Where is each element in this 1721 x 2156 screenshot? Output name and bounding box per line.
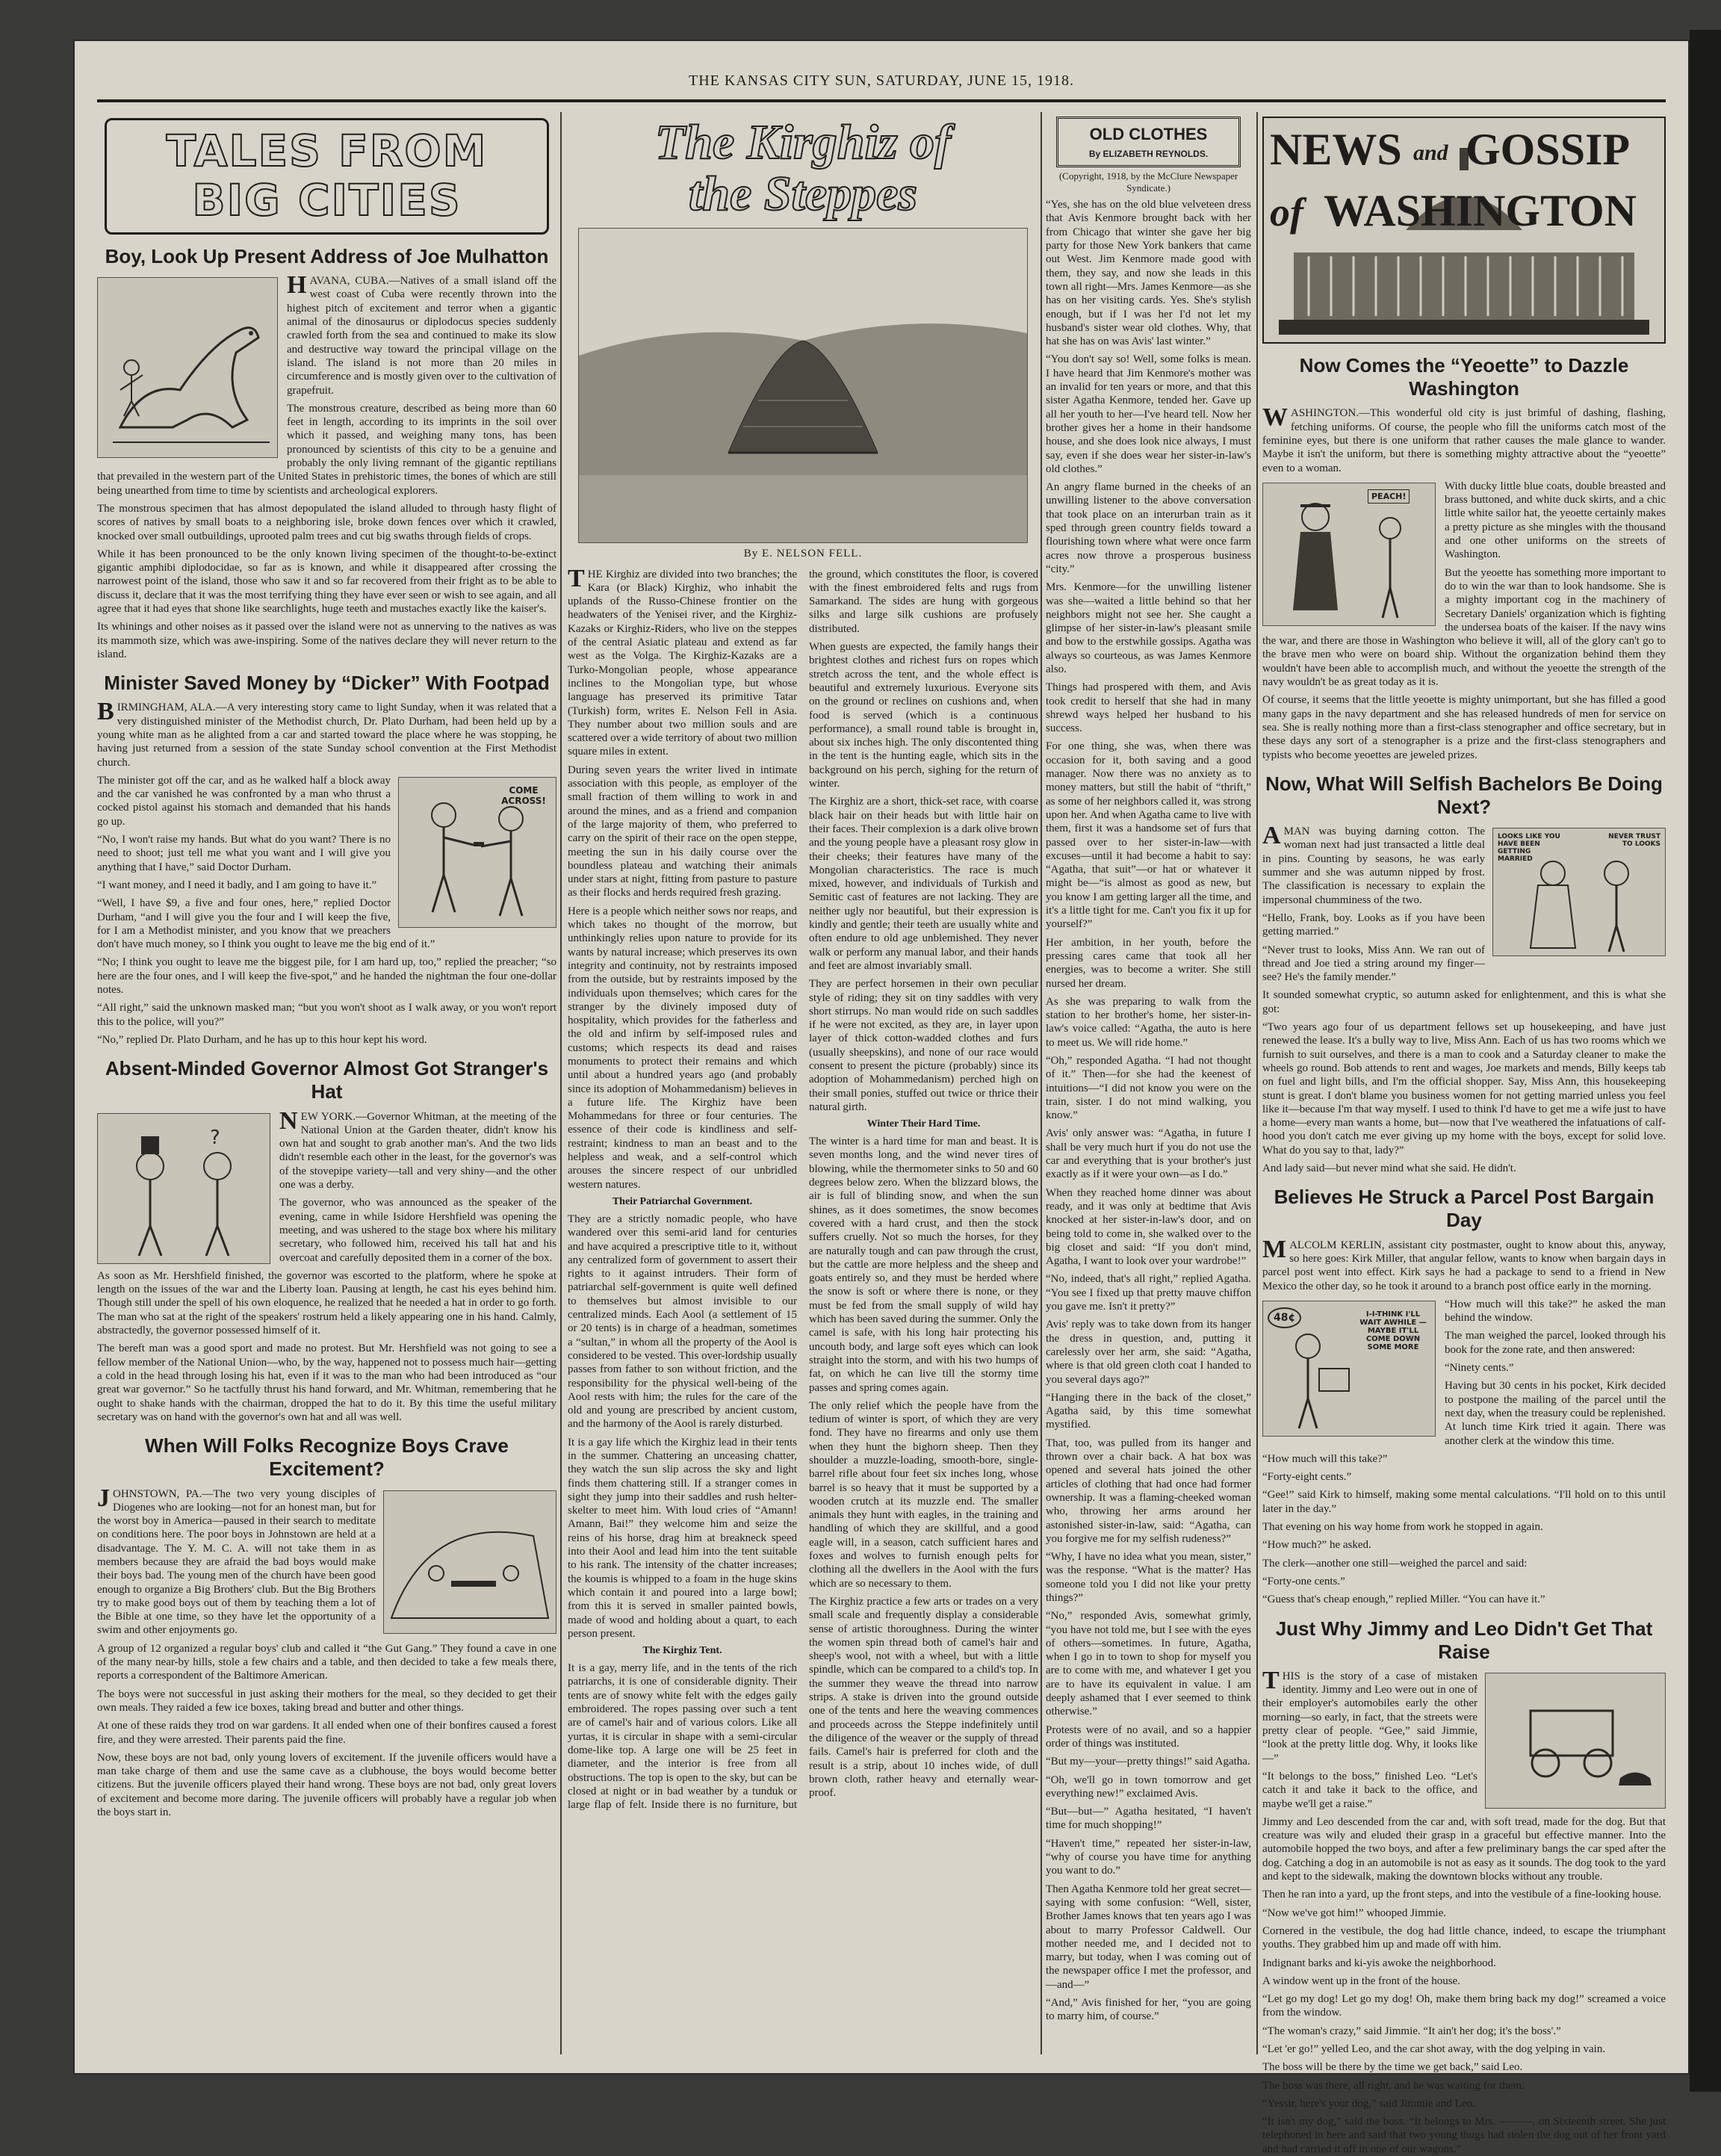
article-paragraph: “I want money, and I need it badly, and I am going to have it.” <box>97 879 377 891</box>
article-paragraph: Mrs. Kenmore—for the unwilling listener was she—waited a little behind so that her neighbors might not see her. She caught a glimpse of her sister-in-law's pleasant smile and bow to the erstwhile gossips. Agatha was always so courteous, as was James Kenmore also. <box>1046 581 1251 675</box>
article-paragraph: The monstrous creature, described as being more than 60 feet in length, according to its imprints in the soil over which it passed, and weighing many tons, has been pronounced by scientists of this city to be a genuine and probably the only living remnant of the gigantic reptilians that prevailed in the western part of the United States in prehistoric times, the bones of which are still being unearthed from time to time by scientists and archeological explorers. <box>97 402 556 497</box>
speech-bubble: I-I-THINK I'LL WAIT AWHILE —MAYBE IT'LL COME DOWN SOME MORE <box>1359 1310 1427 1351</box>
article-paragraph: Here is a people which neither sows nor reaps, and which takes no thought of the morrow, but unthinkingly relies upon nature to provide for its wants by natural increase; which preserves its own integrity and continuity, not by restraints imposed from the outside, but by restraints imposed by the individuals upon themselves; which cares for the stranger by the divinely imposed duty of hospitality, which provides for the fatherless and the old and infirm by self-imposed rules and customs; which respects its dead and raises monuments to protect their remains and which until about a hundred years ago (and probably since its adoption of Mohammedanism) believes in a future life. The Kirghiz have been Mohammedans for three or four centuries. The essence of their code is kindliness and self-restraint; kindness to man an beast and to the helpless and weak, and a self-control which arouses the sincere respect of our unbridled western natures. <box>568 905 797 1191</box>
subhead: The Kirghiz Tent. <box>642 1645 722 1657</box>
price-tag: 48¢ <box>1268 1307 1301 1328</box>
title-news: NEWS <box>1270 125 1402 174</box>
byline: By E. NELSON FELL. <box>743 547 863 560</box>
article-paragraph: At one of these raids they trod on war gardens. It all ended when one of their bonfires caused a forest fire, and they were arrested. Their parents paid the fine. <box>97 1720 556 1746</box>
article-paragraph: Then he ran into a yard, up the front steps, and into the vestibule of a fine-looking house. <box>1262 1889 1662 1901</box>
paragraph-text: ALCOLM KERLIN, assistant city postmaster, ought to know about this, anyway, so here goes: Kirk Miller, that angular fellow, wants to know when bargain days in parcel post went into effect. Kirk says he had a package to send to a friend in New Mexico the other day, so he took it around to a branch post office early in the morning. <box>1262 1239 1666 1292</box>
article-paragraph: Indignant barks and ki-yis awoke the neighborhood. <box>1262 1957 1496 1969</box>
tales-from-big-cities-column <box>97 112 556 2054</box>
article-paragraph: The clerk—another one still—weighed the parcel and said: <box>1262 1557 1528 1570</box>
headline: Minister Saved Money by “Dicker” With Footpad <box>104 672 550 695</box>
headline: Now Comes the “Yeoette” to Dazzle Washington <box>1299 354 1629 400</box>
article-paragraph: The governor, who was announced as the speaker of the evening, came in while Isidore Hershfield was opening the meeting, and was ushered to the stage box where his military secretary, who followed him, received his tall hat and his overcoat and carefully deposited them in a corner of the box. <box>279 1197 556 1264</box>
article-paragraph: While it has been pronounced to be the only known living specimen of the thought-to-be-extinct gigantic amphibi diplodocidae, so far as is known, and while it disappeared after crossing the narrowest point of the island, those who saw it and so far recovered from their fright as to be able to discuss it, declare that it was the most terrifying thing they have ever seen or wish to see again, and all agree that it had eyes that shone like searchlights, huge teeth and mustaches exactly like the kaiser's. <box>97 548 556 616</box>
story-byline: By ELIZABETH REYNOLDS. <box>1088 149 1209 159</box>
article-paragraph: When they reached home dinner was about ready, and it was only at bedtime that Avis knocked at her sister-in-law's door, and on being told to come in, she walked over to the big closet and said: “If you don't mind, Agatha, I want to look over your wardrobe!” <box>1046 1186 1251 1268</box>
yeoette-cartoon <box>1262 483 1436 626</box>
dropcap: W <box>1262 403 1288 432</box>
article-paragraph: “You don't say so! Well, some folks is mean. I have heard that Jim Kenmore's mother was an invalid for ten years or more, and that this sister Agatha Kenmore, tended her. Gave up all her youth to her—I've heard tell. Now her brother gives her a home in their handsome house, and she does look nice always, I must say, even if she does wear her sister-in-law's old clothes.” <box>1046 353 1251 475</box>
article-paragraph: The Kirghiz practice a few arts or trades on a very small scale and frequently display a considerable sense of artistic thoroughness. During the winter the women spin thread both of camel's hair and sheep's wool, not with a wheel, but with a little spindle, which can be compared to a child's top. In the summer they weave the thread into narrow strips. A stake is driven into the ground outside one of the tents and here the weaving commences and proceeds across the Steppe indefinitely until the diligence of the weaver or the supply of thread fails. Camel's hair is preferred for cloth and the result is a strip, about 10 inches wide, of dull brown cloth, rather heavy and eternally wear-proof. <box>809 1595 1038 1800</box>
article-paragraph: “Now we've got him!” whooped Jimmie. <box>1262 1906 1446 1919</box>
article-paragraph <box>97 698 556 769</box>
masthead-rule <box>97 99 1666 102</box>
section-title-box <box>105 118 549 235</box>
article-paragraph: The boys were not successful in just asking their mothers for the meal, so they decided to get their own meals. They raided a few ice boxes, taking bread and butter and other things. <box>97 1688 556 1714</box>
article-paragraph: That, too, was pulled from its hanger and thrown over a chair back. A hat box was opened and several hats joined the other articles of clothing that had once had former ownership. It was a flaming-cheeked woman who, throwing her arms around her astonished sister-in-law, said: “Agatha, can you forgive me for my selfish rudeness?” <box>1046 1437 1251 1545</box>
article-paragraph: As soon as Mr. Hershfield finished, the governor was escorted to the platform, where he spoke at length on the issues of the war and the Liberty loan. Pausing at length, he cast his eyes behind him. Though still under the spell of his own eloquence, he realized that he needed a hat in order to go forth. The man who sat at the right of the speakers' rostrum held a likely appearing one in his hand. Calmly, abstractedly, the governor possessed himself of it. <box>97 1269 556 1337</box>
article-paragraph: But the yeoette has something more important to do to win the war than to look handsome. She is a mighty important cog in the machinery of Secretary Daniels' organization which is fighting the undersea boats of the kaiser. If the navy wins the war, and there are those in Washington who believe it will, all of the glory can't go to the brave men who were on board ship. Without the organization behind them they wouldn't have been able to accomplish much, and without the yeoette the strength of the navy wouldn't be as great today as it is. <box>1262 566 1666 689</box>
title-and: and <box>1413 140 1448 165</box>
article-paragraph: Of course, it seems that the little yeoette is mighty unimportant, but she has filled a good many gaps in the navy department and she has released hundreds of men for service on sea. She is really nothing more than a first-class stenographer and office secretary, but in these days any sort of a stenographer is a prize and the first-class stenographers and typists who become yeoettes are jeweled prizes. <box>1262 694 1666 761</box>
article-paragraph: “No; I think you ought to leave me the biggest pile, for I am hard up, too,” replied the preacher; “so here are the four ones, and I will keep the five-spot,” and he handed the nightman the four one-dollar notes. <box>97 956 556 997</box>
article-paragraph: “It isn't my dog,” said the boss. “It belongs to Mrs. ———, on Sixteenth street. She just telephoned in here and said that two young thugs had stolen the dog out of her front yard and had carried it off in one of our wagons.” <box>1262 2116 1666 2155</box>
article-paragraph: “How much?” he asked. <box>1262 1539 1371 1552</box>
section-title-line1: TALES FROM <box>166 126 488 176</box>
car-dog-cartoon <box>1485 1673 1666 1809</box>
article-paragraph: It is a gay life which the Kirghiz lead in their tents in the summer. Chattering an unceasing chatter, they watch the sun slip across the sky and light finds them chattering still. If a stranger comes in sight they jump into their saddles and rush helter-skelter to meet him. With loud cries of “Amann! Amann, Bai!” they welcome him and seize the reins of his horse, drag him at breakneck speed into their Aool and lead him into the tent suitable to his rank. The intensity of the chatter increases; the koumis is whipped to a foam in the huge skins which contain it and poured into a large bowl; from this it is served in smaller painted bowls, made of wood and holding about a quart, to each person present. <box>568 1436 797 1640</box>
article-paragraph: “How much will this take?” he asked the man behind the window. <box>1445 1298 1666 1325</box>
article-paragraph: It is a gay, merry life, and in the tents of the rich patriarchs, it is one of considerable dignity. Their tents are of snowy white felt with the edges gaily embroidered. The ropes passing over such a tent are of camel's hair and of various colors. Like all yurtas, it is circular in shape with a semi-circular dome-like top. A large one will be 25 feet in diameter, and the interior is free from all obstructions. The top is open to the sky, but can be closed at night or in bad weather by a tunduk or large flap of felt. Inside there is no furniture, but the ground, which constitutes the floor, is covered with the finest embroidered felts and rugs from Samarkand. The sides are hung with gorgeous silks and large silk cushions are profusely distributed. <box>568 568 1038 1812</box>
article-paragraph: “Two years ago four of us department fellows set up housekeeping, and have just renewed the lease. It's a bully way to live, Miss Ann. Each of us has two rooms which we furnish to suit ourselves, and there is a man to cook and a Saturday cleaner to make the wheels go round. Bob attends to rent and wages, Joe markets and mends, Billy keeps tab on fuel and light bills, and I'm the official shopper. Say, Miss Ann, this housekeeping stunt is great. I don't blame you business women for not getting married unless you feel like it—because I'm that way myself. I used to think I'd have to get me a wife just to have a home—every man wants a home, but—now that I've weathered the infatuations of calf-hood you don't catch me ever giving up my home with the boys, except for solid love. What do you say to that, lady?” <box>1262 1021 1666 1156</box>
washington-title-block <box>1262 117 1666 344</box>
story-title: OLD CLOTHES <box>1089 125 1208 143</box>
page-edge <box>1690 30 1721 2092</box>
article-paragraph: “Haven't time,” repeated her sister-in-law, “why of course you have time for anything you want to do.” <box>1046 1837 1251 1877</box>
story-title-box <box>1056 117 1241 167</box>
article-paragraph: The winter is a hard time for man and beast. It is seven months long, and the wind never tires of blowing, while the thermometer sinks to 50 and 60 degrees below zero. When the blizzard blows, the air is full of blinding snow, and when the sun shines, as it does sometimes, the snow becomes covered with a hard crust, and then the stock suffers cruelly. Not so much the horses, for they are naturally tough and can paw through the crust, but the cattle are more helpless and the sheep and goats entirely so, and they must be herded where the snow is soft or where there is none, or they must be fed from the small supply of wild hay which has been saved during the summer. Only the camel is safe, with his long hair protecting his uncouth body, and large soft eyes which can look straight into the storm, and with his two humps of fat, on which he can live till the stormy time passes and spring comes again. <box>809 1136 1038 1394</box>
headline: Just Why Jimmy and Leo Didn't Get That Raise <box>1275 1617 1653 1663</box>
title-washington: WASHINGTON <box>1324 186 1637 235</box>
kirghiz-article-column <box>568 112 1038 2054</box>
kirghiz-title-line1: The Kirghiz of <box>654 115 952 170</box>
subhead: Their Patriarchal Government. <box>612 1195 753 1207</box>
article-paragraph: That evening on his way home from work he stopped in again. <box>1262 1521 1543 1534</box>
article-paragraph: They are perfect horsemen in their own peculiar style of riding; they sit on tiny saddles with very short stirrups. No man would ride on such saddles if he were not excited, as they are, in layer upon layer of thick cotton-wadded clothes and furs (usually sheepskins), and none of our race would consent to present the picture (probably) since its adoption of Mohammedanism) perched high on their small ponies, stuffed out twice or thrice their natural girth. <box>809 978 1038 1113</box>
bachelor-cartoon <box>1492 828 1666 956</box>
article-paragraph: Jimmy and Leo descended from the car and, with soft tread, made for the dog. But that creature was wily and eluded their grasp in a graceful but effective manner. Into the automobile hopped the two boys, and after a few preliminary bangs the car sped after the dog. Catching a dog in an automobile is not as easy as it sounds. The dog took to the yard and kept to the sidewalk, making the downtown blocks without any trouble. <box>1262 1815 1666 1883</box>
dropcap: T <box>1262 1666 1280 1694</box>
column-rule <box>560 112 562 2054</box>
sign-text: LOOKS LIKE YOU HAVE BEEN GETTING MARRIED <box>1498 833 1560 864</box>
article-paragraph: “No, indeed, that's all right,” replied Agatha. “You see I fixed up that pretty mauve chiffon you gave me. Isn't it pretty?” <box>1046 1273 1251 1313</box>
article-paragraph: Having but 30 cents in his pocket, Kirk decided to postpone the mailing of the parcel until the next day, when the treasury could be replenished. At lunch time Kirk tried it again. There was another clerk at the window this time. <box>1445 1380 1666 1447</box>
boys-drawing <box>384 1491 556 1633</box>
dropcap: J <box>97 1484 110 1512</box>
article-paragraph: “Let go my dog! Let go my dog! Oh, make them bring back my dog!” screamed a voice from the window. <box>1262 1993 1666 2019</box>
article-paragraph: “Well, I have $9, a five and four ones, here,” replied Doctor Durham, “and I will give you the four and I will keep the five, for I am a Methodist minister, and you know that we preachers don't have much money, so I think you ought to leave me the big end of it.” <box>97 897 435 951</box>
paragraph-text: ASHINGTON.—This wonderful old city is just brimful of dashing, flashing, fetching uniforms. Of course, the people who fill the uniforms catch most of the feminine eyes, but there is one uniform that rather causes the male glance to wander. Maybe it isn't the uniform, but there is something mighty attractive about the “yeoette” even to a woman. <box>1262 407 1666 474</box>
article-paragraph: “How much will this take?” <box>1262 1452 1388 1465</box>
dropcap: N <box>279 1106 298 1135</box>
article-paragraph: Avis' only answer was: “Agatha, in future I shall be very much hurt if you do not use the car and everything that is your brother's just exactly as if it were your own—as I do.” <box>1046 1127 1251 1181</box>
article-paragraph: Her ambition, in her youth, before the pressing cares came that took all her energies, was to become a writer. She still nursed her dream. <box>1046 936 1251 990</box>
article-paragraph: A group of 12 organized a regular boys' club and called it “the Gut Gang.” They found a cave in one of the many near-by hills, stole a few chairs and a table, and then decided to take a few meals there, reports a correspondent of the Baltimore American. <box>97 1642 556 1682</box>
old-clothes-story-column <box>1046 112 1251 2054</box>
article-paragraph: “No,” responded Avis, somewhat grimly, “you have not told me, but I see with the eyes of others—sometimes. In future, Agatha, when I go in to town to shop for myself you are to come with me, and whatever I get you are to have its equivalent in value. I am deeply ashamed that I ever seemed to think otherwise.” <box>1046 1610 1251 1718</box>
article-paragraph: With ducky little blue coats, double breasted and brass buttoned, and white duck skirts, and a chic little white sailor hat, the yeoette certainly makes a pretty picture as she mingles with the thousand and one other uniforms on the streets of Washington. <box>1445 480 1666 561</box>
article-paragraph: “Forty-eight cents.” <box>1262 1471 1352 1484</box>
article-paragraph: Its whinings and other noises as it passed over the island were not as unnerving to the natives as was its mammoth size, which was awe-inspiring. Some of the natives declare they will never return to the island. <box>97 621 556 660</box>
article-paragraph: “The woman's crazy,” said Jimmie. “It ain't her dog; it's the boss'.” <box>1262 2025 1561 2037</box>
article-paragraph: The boss was there, all right, and he was waiting for them. <box>1262 2079 1525 2092</box>
article-paragraph: “Hanging there in the back of the closet,” Agatha said, by this time somewhat mystified. <box>1046 1391 1251 1431</box>
article-paragraph: “Gee!” said Kirk to himself, making some mental calculations. “I'll hold on to this until later in the day.” <box>1262 1489 1666 1515</box>
article-paragraph: “Let 'er go!” yelled Leo, and the car shot away, with the dog yelping in vain. <box>1262 2043 1606 2055</box>
article-paragraph <box>568 564 797 759</box>
sign-text: NEVER TRUST TO LOOKS <box>1608 833 1660 849</box>
speech-bubble: COME ACROSS! <box>501 784 546 806</box>
article-paragraph: “Ninety cents.” <box>1445 1362 1514 1375</box>
article-paragraph: For one thing, she was, when there was occasion for it, both saving and a good manager. Now there was no anxiety as to money matters, but still the habit of “thrift,” as some of her neighbors called it, was strong upon her. And when Agatha came to live with them, first it was a handsome set of furs that passed over to her sister-in-law—with excuses—until it had become a habit to say: “Agatha, that suit”—or hat or whatever it might be—“is almost as good as new, but you know I am getting larger all the time, and it's a little tight for me. Can't you fix it up for yourself?” <box>1046 740 1251 931</box>
kirghiz-title <box>568 117 1038 220</box>
washington-news-column <box>1262 112 1666 2155</box>
article-paragraph: “And,” Avis finished for her, “you are going to marry him, of course.” <box>1046 1997 1251 2023</box>
peach-badge: PEACH! <box>1368 489 1410 504</box>
column-rule <box>1256 112 1258 2054</box>
kirghiz-title-line2: the Steppes <box>688 167 918 222</box>
article-paragraph: Then Agatha Kenmore told her great secret—saying with some confusion: “Well, sister, Brother James knows that ten years ago I was about to marry Professor Caldwell. Our mother needed me, and I decided not to marry, but today, when I was coming out of the newspaper office I met the professor, and—and—” <box>1046 1883 1251 1991</box>
yurt-photograph <box>578 228 1028 543</box>
article-paragraph: “Hello, Frank, boy. Looks as if you have been getting married.” <box>1262 911 1485 938</box>
article-paragraph: “But—but—” Agatha hesitated, “I haven't time for much shopping!” <box>1046 1806 1251 1832</box>
yeoette-drawing <box>1263 483 1435 625</box>
article-paragraph: And lady said—but never mind what she said. He didn't. <box>1262 1162 1516 1174</box>
parcel-post-cartoon <box>1262 1301 1436 1437</box>
article-paragraph: The only relief which the people have from the tedium of winter is sport, of which they are very fond. They have no firearms and only use them when they hunt the bighorn sheep. Then they shoulder a muzzle-loading, smooth-bore, single-barrel rifle about four feet six inches long, whose barrel is so heavy that it must be supported by a wooden crutch at its muzzle end. The smaller animals they hunt with eagles, in the training and handling of which they are skillful, and a good eagle will, in a season, catch sufficient hares and foxes and wolves to furnish enough pelts for clothing all the dwellers in the Aool with the furs which are so necessary to them. <box>809 1399 1038 1590</box>
paragraph-text: EW YORK.—Governor Whitman, at the meeting of the National Union at the Garden theater, didn't know his own hat and sought to grab another man's. And the two lids didn't resemble each other in the least, for the governor's was of the stovepipe variety—tall and very shiny—and the other one was a derby. <box>279 1110 556 1192</box>
article-paragraph: Avis' reply was to take down from its hanger the dress in question, and, putting it carelessly over her arm, she said: “Agatha, where is that old green cloth coat I handed to you several days ago?” <box>1046 1319 1251 1386</box>
copyright-notice: (Copyright, 1918, by the McClure Newspaper Syndicate.) <box>1058 170 1238 193</box>
article-paragraph: “Forty-one cents.” <box>1262 1575 1345 1587</box>
kirghiz-body <box>568 564 1038 1812</box>
article-paragraph: The man weighed the parcel, looked through his book for the zone rate, and then answered: <box>1445 1330 1666 1356</box>
holdup-cartoon <box>398 777 556 928</box>
paragraph-text: HIS is the story of a case of mistaken identity. Jimmy and Leo were out in one of their employer's automobiles early the other morning—so early, in fact, that the streets were pretty clear of people. “Gee,” said Jimmie, “look at the pretty little dog. Why, it looks like—” <box>1262 1670 1477 1765</box>
article-paragraph: “Why, I have no idea what you mean, sister,” was the response. “What is the matter? Has someone told you I did not like your pretty things?” <box>1046 1551 1251 1604</box>
dropcap: B <box>97 698 114 726</box>
dropcap: H <box>287 271 307 300</box>
paragraph-text: IRMINGHAM, ALA.—A very interesting story came to light Sunday, when it was related that a very distinguished minister of the Methodist church, Dr. Plato Durham, had been held up by a young white man as he alighted from a car and started toward the place where he was stopping, he having just returned from a session of the state Sunday school convention at the First Methodist church. <box>97 701 556 769</box>
title-gossip: GOSSIP <box>1466 125 1631 174</box>
headline: Boy, Look Up Present Address of Joe Mulhatton <box>105 245 549 267</box>
subhead: Winter Their Hard Time. <box>866 1118 981 1130</box>
article-paragraph: When guests are expected, the family hangs their brightest clothes and richest furs on ropes which stretch across the tent, and the whole effect is beautiful and extremely luxurious. Everyone sits on the ground or reclines on cushions and, when food is served (which is a continuous performance), a small round table is brought in, about six inches high. The only discontented thing in the tent is the hunting eagle, which sits in the background on his perch, sighing for the return of winter. <box>809 641 1038 790</box>
article-paragraph: “Yes, she has on the old blue velveteen dress that Avis Kenmore brought back with her from Chicago that winter she gave her big party for those New York bankers that came out West. Jim Kenmore made good with them, they say, and now she leads in this town all right—Mrs. James Kenmore—as she has on her visiting cards. Yes. She's stylish enough, but if I was her I'd not let my husband's sister wear old clothes. Why, that hat she has on was Avis' last winter.” <box>1046 199 1251 348</box>
article-paragraph: They are a strictly nomadic people, who have wandered over this semi-arid land for centuries and have acquired a prescriptive title to it, without any centralized form of government to assert their rights to it against intruders. Their form of patriarchal self-government is quite well defined to themselves but almost invisible to our centralized minds. Each Aool (a settlement of 15 or 20 tents) is in charge of a headman, sometimes a “sultan,” in whom all the property of the Aool is considered to be vested. This over-lordship usually passes from father to son without friction, and the responsibility for the physical well-being of the Aool rests with him; the rules for the care of the old and young are prescribed by ancient custom, and the harmony of the Aool is rarely disturbed. <box>568 1212 797 1431</box>
dinosaur-drawing <box>98 278 277 457</box>
title-of: of <box>1270 190 1303 235</box>
article-paragraph: The monstrous specimen that has almost depopulated the island alluded to through hasty flight of scores of natives by small boats to a neighboring isle, broke down fences over which it crawled, knocked over small outbuildings, uprooted palm trees and cut big swaths through fields of crops. <box>97 502 556 542</box>
headline: Believes He Struck a Parcel Post Bargain Day <box>1274 1186 1655 1232</box>
article-paragraph <box>1262 403 1666 474</box>
paragraph-text: OHNSTOWN, PA.—The two very young disciples of Diogenes who are looking—not for an honest man, but for the worst boy in America—paused in their search to meditate on conditions here. The poor boys in Johnstown are held at a disadvantage. The Y. M. C. A. will not take them in as members because they are afraid the bad boys would make their boys bad. The young men of the church have been good enough to organize a Big Brothers' club. But the Big Brothers try to make good boys out of them by teaching them a lot of the Bible at one time, so they have let the opportunity of a swim and other enjoyments go. <box>97 1487 376 1637</box>
article-paragraph: “Oh, we'll go in town tomorrow and get everything new!” exclaimed Avis. <box>1046 1774 1251 1800</box>
article-paragraph: “Never trust to looks, Miss Ann. We ran out of thread and Joe tied a string around my finger—see? He's the family mender.” <box>1262 944 1485 984</box>
boys-cave-cartoon <box>383 1490 556 1634</box>
article-paragraph: Protests were of no avail, and so a happier order of things was instituted. <box>1046 1723 1251 1750</box>
svg-text:?: ? <box>210 1126 220 1149</box>
article-paragraph: “All right,” said the unknown masked man; “but you won't shoot as I walk away, or you won't report this to the police, will you?” <box>97 1002 556 1028</box>
article-paragraph: “No,” replied Dr. Plato Durham, and he has up to this hour kept his word. <box>97 1033 427 1046</box>
dropcap: M <box>1262 1235 1287 1263</box>
governor-drawing <box>98 1114 270 1263</box>
article-paragraph: “Oh,” responded Agatha. “I had not thought of it.” Then—for she had the keenest of intuitions—“I did not know you were on the train, sister. I do not mind walking, you know.” <box>1046 1055 1251 1122</box>
car-dog-drawing <box>1486 1673 1665 1808</box>
article-paragraph: Cornered in the vestibule, the dog had little chance, indeed, to escape the triumphant youths. They grabbed him up and made off with him. <box>1262 1924 1666 1951</box>
article-paragraph: As she was preparing to walk from the station to her brother's home, her sister-in-law's voice called: “Agatha, the auto is here to meet us. We will ride home.” <box>1046 995 1251 1049</box>
article-paragraph: Now, these boys are not bad, only young lovers of excitement. If the juvenile officers would have a man take charge of them and use the same cave as a clubhouse, the boys would become better citizens. But the juvenile officers played their hand wrong. These boys are not bad, only great lovers of excitement and become more daring. The juvenile officers will probably have a regular job when the boys start in. <box>97 1751 556 1819</box>
article-paragraph: “Guess that's cheap enough,” replied Miller. “You can have it.” <box>1262 1593 1545 1606</box>
article-paragraph: “It belongs to the boss,” finished Leo. “Let's catch it and take it back to the office, and maybe we'll get a raise.” <box>1262 1770 1477 1810</box>
masthead: THE KANSAS CITY SUN, SATURDAY, JUNE 15, 1918. <box>689 72 1074 89</box>
article-paragraph: During seven years the writer lived in intimate association with this people, as employer of the small fraction of them willing to work in and around the mines, and as a friend and companion of the large majority of them, who preferred to carry on the spirit of their race on the open steppe, meeting the sun in his daily course over the boundless plateau and watching their animals under stars at night, fitting from pasture to pasture as their flocks and herds required fresh grazing. <box>568 763 797 899</box>
article-paragraph: It sounded somewhat cryptic, so autumn asked for enlightenment, and this is what she got: <box>1262 989 1666 1015</box>
paragraph-text: AVANA, CUBA.—Natives of a small island off the west coast of Cuba were recently thrown into the highest pitch of excitement and terror when a gigantic animal of the dinosaurus or diplodocus species suddenly crawled forth from the sea and continued to make its slow and destructive way toward the principal village on the island. The island is not more than 20 miles in circumference and is mostly given over to the cultivation of grapefruit. <box>287 275 556 397</box>
section-title-line2: BIG CITIES <box>192 175 462 226</box>
headline: Absent-Minded Governor Almost Got Stranger's Hat <box>105 1057 549 1103</box>
dropcap: A <box>1262 822 1281 850</box>
article-paragraph: The Kirghiz are a short, thick-set race, with coarse black hair on their heads but with little hair on their faces. Their complexion is a dark olive brown and the young people have a pleasant rosy glow in their cheeks; their features have many of the Mongolian characteristics. The race is much mixed, however, and individuals of Turkish and Semitic cast of features are not lacking. They are neither ugly nor beautiful, but their expression is kindly and gentle; their teeth are usually white and often endure to old age unblemished. They never walk or perform any manual labor, and their hands and feet are almost invariably small. <box>809 796 1038 972</box>
article-paragraph: An angry flame burned in the cheeks of an unwilling listener to the above conversation that took place on an interurban train as it sped through green country fields toward a flourishing town where what were once farm acres now throve a prosperous business “city.” <box>1046 481 1251 575</box>
article-paragraph: “Yessir, here's your dog,” said Jimmie and Leo. <box>1262 2097 1475 2110</box>
headline: When Will Folks Recognize Boys Crave Excitement? <box>145 1434 509 1481</box>
article-paragraph: The boss will be there by the time we get back,” said Leo. <box>1262 2061 1523 2074</box>
article-paragraph: “No, I won't raise my hands. But what do you want? There is no need to shoot; just tell me what you want and I will give you anything that I have,” said Doctor Durham. <box>97 834 391 873</box>
article-paragraph: “But my—your—pretty things!” said Agatha. <box>1046 1756 1250 1768</box>
article-paragraph: A window went up in the front of the house. <box>1262 1974 1460 1987</box>
yurt-drawing <box>579 229 1027 542</box>
paragraph-text: MAN was buying darning cotton. The woman next had just transacted a little deal in pins. Counting by seasons, he was early summer and she was autumn nipped by frost. The classification is necessary to explain the impersonal chumminess of the two. <box>1262 825 1485 906</box>
column-rule <box>1041 112 1042 2054</box>
paragraph-text: HE Kirghiz are divided into two branches; the Kara (or Black) Kirghiz, who inhabit the uplands of the Russo-Chinese frontier on the headwaters of the Yenisei river, and the Kirghiz-Kazaks or Kirghiz-Riders, who live on the steppes of the central Asiatic plateau and extend as far west as the Volga. The Kirghiz-Kazaks are a Turko-Mongolian people, whose appearance inclines to the Mongolian type, but whose language has preserved its primitive Tatar (Turkish) form, writes E. Nelson Fell in Asia. They number about two million souls and are scattered over a wide territory of about two million square miles in extent. <box>568 568 797 758</box>
dropcap: T <box>568 564 585 592</box>
article-paragraph: The minister got off the car, and as he walked half a block away and the car vanished he was confronted by a man who thrust a cocked pistol against his stomach and demanded that his hands go up. <box>97 774 391 828</box>
headline: Now, What Will Selfish Bachelors Be Doing Next? <box>1265 772 1663 818</box>
article-paragraph: Things had prospered with them, and Avis took credit to herself that she had in many shrewd ways helped her husband to his success. <box>1046 681 1251 735</box>
article-paragraph <box>1262 1235 1666 1293</box>
article-paragraph: The bereft man was a good sport and made no protest. But Mr. Hershfield was not going to see a fellow member of the National Union—who, by the way, happened not to possess much hair—getting a cold in the head through losing his hat, even if it was to the man who had been introduced as “our great war governor.” So he tactfully thrust his hand forward, and Mr. Whitman, remembering that he ought to shake hands with the chairman, dropped the hat to do it. By this time the useful military secretary was on hand with the governor's own hat and all was well. <box>97 1342 556 1423</box>
governor-hat-cartoon <box>97 1113 270 1264</box>
newspaper-page <box>75 41 1688 2155</box>
dinosaur-cartoon <box>97 277 278 458</box>
